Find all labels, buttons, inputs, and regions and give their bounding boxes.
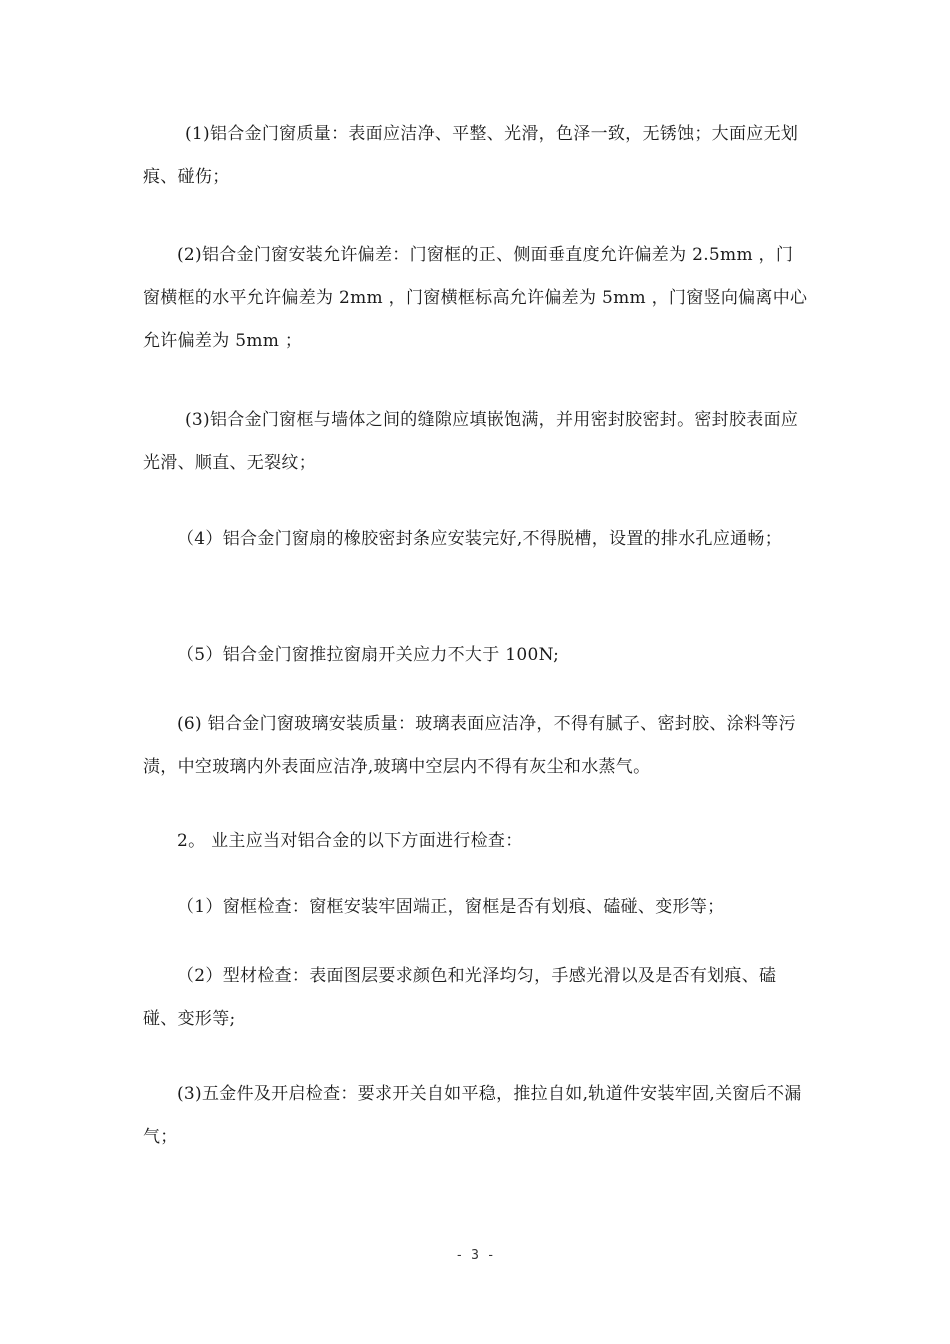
paragraph-profile-check: （2）型材检查：表面图层要求颜色和光泽均匀，手感光滑以及是否有划痕、磕碰、变形等;	[143, 966, 777, 1029]
paragraph-tolerance: (2)铝合金门窗安装允许偏差：门窗框的正、侧面垂直度允许偏差为 2.5mm ，门窗横框的水平允许偏差为 2mm ，门窗横框标高允许偏差为 5mm ，门窗竖向偏离中心允许偏差为 5mm ；	[143, 245, 808, 351]
paragraph-sliding-force: （5）铝合金门窗推拉窗扇开关应力不大于 100N;	[177, 645, 560, 665]
page-number: - 3 -	[455, 1248, 495, 1263]
paragraph-sealing: (3)铝合金门窗框与墙体之间的缝隙应填嵌饱满，并用密封胶密封。密封胶表面应光滑、顺直、无裂纹；	[143, 410, 799, 473]
paragraph-owner-inspection: 2。 业主应当对铝合金的以下方面进行检查：	[177, 831, 523, 851]
paragraph-rubber-seal: （4）铝合金门窗扇的橡胶密封条应安装完好,不得脱槽，设置的排水孔应通畅；	[177, 529, 783, 549]
paragraph-frame-check: （1）窗框检查：窗框安装牢固端正，窗框是否有划痕、磕碰、变形等；	[177, 897, 725, 917]
paragraph-quality: (1)铝合金门窗质量：表面应洁净、平整、光滑，色泽一致，无锈蚀；大面应无划痕、碰伤；	[143, 124, 799, 187]
paragraph-hardware-check: (3)五金件及开启检查：要求开关自如平稳，推拉自如,轨道件安装牢固,关窗后不漏气；	[143, 1084, 802, 1147]
paragraph-glass: (6) 铝合金门窗玻璃安装质量：玻璃表面应洁净，不得有腻子、密封胶、涂料等污渍，中空玻璃内外表面应洁净,玻璃中空层内不得有灰尘和水蒸气。	[143, 714, 796, 777]
